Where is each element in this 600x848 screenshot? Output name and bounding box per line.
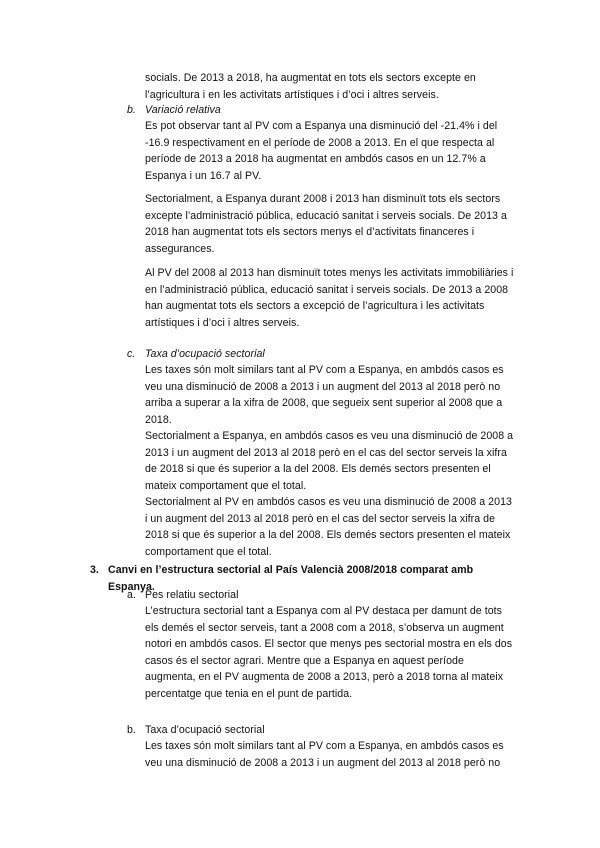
text-line: veu una disminució de 2008 a 2013 i un augment del 2013 al 2018 però no xyxy=(145,380,501,393)
paragraph-taxa-ocupacio xyxy=(145,362,535,560)
list-marker-b: b. xyxy=(127,104,136,116)
text-line: comportament que el total. xyxy=(145,545,272,558)
text-line: Les taxes són molt similars tant al PV com a Espanya, en ambdós casos es xyxy=(145,364,504,376)
list-marker-c: c. xyxy=(127,348,136,360)
text-line: Les taxes són molt similars tant al PV com a Espanya, en ambdós casos es xyxy=(145,740,504,752)
text-line: Espanya i un 16.7 al PV. xyxy=(145,169,262,182)
list-marker-b-section3: b. xyxy=(127,724,136,736)
text-line: Es pot observar tant al PV com a Espanya una disminució del -21.4% i del xyxy=(145,120,498,132)
text-line: Sectorialment al PV en ambdós casos es veu una disminució de 2008 a 2013 xyxy=(145,496,512,508)
continuation-paragraph xyxy=(145,70,535,103)
text-line: 2018 si que és superior a la del 2008. Els demés sectors presenten el mateix xyxy=(145,529,511,541)
text-line: veu una disminució de 2008 a 2013 i un augment del 2013 al 2018 però no xyxy=(145,756,501,769)
text-line: artístiques i d’oci i altres serveis. xyxy=(145,316,300,329)
text-line: i un augment del 2013 al 2018 però en el cas del sector serveis la xifra de xyxy=(145,512,496,525)
section-title-line: Canvi en l’estructura sectorial al País Valencià 2008/2018 comparat amb xyxy=(108,564,474,576)
text-line: percentatge que tenia en el punt de partida. xyxy=(145,687,353,700)
text-line: en l’administració pública, educació sanitat i serveis socials. De 2013 a 2008 xyxy=(145,283,509,296)
text-line: augmenta, en el PV augmenta de 2008 a 2013, però a 2018 torna al mateix xyxy=(145,671,504,683)
text-line: -16.9 respectivament en el període de 2008 a 2013. En el que respecta al xyxy=(145,136,495,149)
text-line: període de 2013 a 2018 ha augmentat en ambdós casos en un 12.7% a xyxy=(145,153,486,165)
text-line: l’agricultura i en les activitats artístiques i d’oci i altres serveis. xyxy=(145,88,439,101)
text-line: arriba a superar a la xifra de 2008, que segueix sent superior al 2008 que a xyxy=(145,397,503,409)
text-line: 2013 i un augment del 2013 al 2018 però en el cas del sector serveis la xifra xyxy=(145,446,507,459)
list-marker-a: a. xyxy=(127,589,136,601)
text-line: Sectorialment, a Espanya durant 2008 i 2013 han disminuït tots els sectors xyxy=(145,193,501,205)
text-line: excepte l’administració pública, educació sanitat i serveis socials. De 2013 a xyxy=(145,209,507,222)
heading-pes-relatiu: Pes relatiu sectorial xyxy=(145,589,239,601)
text-line: mateix comportament que el total. xyxy=(145,479,307,492)
text-line: 2018. xyxy=(145,413,172,426)
paragraph-variacio-1 xyxy=(145,118,535,184)
heading-taxa-ocupacio: Taxa d’ocupació sectorial xyxy=(145,348,265,360)
heading-taxa-ocupacio-section3: Taxa d’ocupació sectorial xyxy=(145,724,265,736)
text-line: Sectorialment a Espanya, en ambdós casos es veu una disminució de 2008 a xyxy=(145,430,514,442)
text-line: assegurances. xyxy=(145,242,215,255)
heading-variacio-relativa: Variació relativa xyxy=(145,104,221,116)
text-line: socials. De 2013 a 2018, ha augmentat en tots els sectors excepte en xyxy=(145,72,476,84)
paragraph-variacio-2 xyxy=(145,191,535,257)
text-line: casos és el sector agrari. Mentre que a Espanya en aquest període xyxy=(145,654,464,667)
paragraph-taxa-ocupacio-section3 xyxy=(145,738,535,771)
text-line: L’estructura sectorial tant a Espanya com al PV destaca per damunt de tots xyxy=(145,605,503,617)
paragraph-variacio-3 xyxy=(145,265,535,331)
section-number: 3. xyxy=(90,564,99,576)
paragraph-pes-relatiu xyxy=(145,603,535,702)
text-line: han augmentat tots els sectors a excepció de l’agricultura i les activitats xyxy=(145,300,485,312)
text-line: els demés el sector serveis, tant a 2008 com a 2018, s’observa un augment xyxy=(145,621,504,634)
text-line: 2018 han augmentat tots els sectors menys el d’activitats financeres i xyxy=(145,226,475,238)
text-line: notori en ambdós casos. El sector que menys pes sectorial mostra en els dos xyxy=(145,638,513,650)
text-line: de 2018 si que és superior a la del 2008. Els demés sectors presenten el xyxy=(145,463,491,475)
section-title-line: Espanya. xyxy=(108,580,155,593)
text-line: Al PV del 2008 al 2013 han disminuït totes menys les activitats immobiliàries i xyxy=(145,267,514,279)
